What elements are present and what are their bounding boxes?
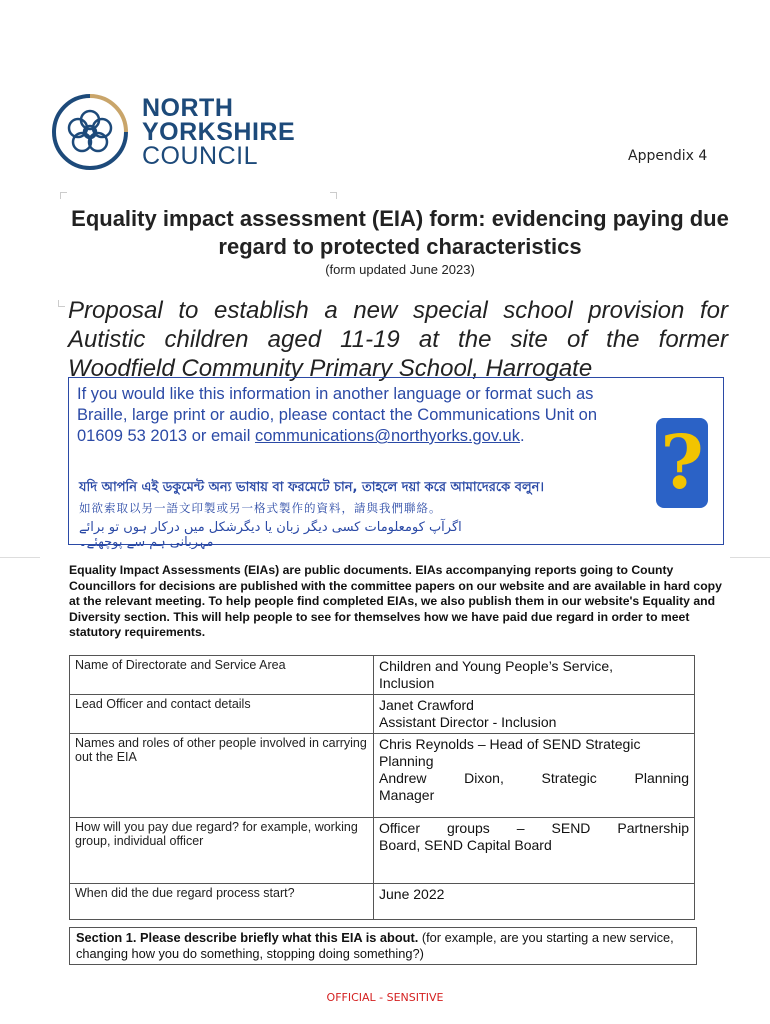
urdu-translation: اگرآپ کومعلومات کسی دیگر زبان یا دیگرشکل میں درکار ہوں تو برائے مہربانی ہم سے پوچھئے۔ (79, 520, 462, 550)
value-line: Children and Young People’s Service, (379, 658, 614, 674)
proposal-line: Woodfield Community Primary School, Harrogate (68, 355, 593, 382)
row-label: Lead Officer and contact details (70, 695, 374, 734)
row-label: When did the due regard process start? (70, 884, 374, 920)
row-label: Names and roles of other people involved in carrying out the EIA (70, 734, 374, 818)
divider (0, 557, 40, 558)
question-mark-icon: ? (656, 418, 708, 508)
bengali-translation: যদি আপনি এই ডকুমেন্ট অন্য ভাষায় বা ফরমেটে চান, তাহলে দয়া করে আমাদেরকে বলুন। (79, 480, 545, 495)
value-line: Planning (379, 753, 434, 769)
value-line: Board, SEND Capital Board (379, 837, 552, 853)
page-title: Equality impact assessment (EIA) form: evidencing paying due regard to protected characteristics (71, 206, 729, 259)
value-line: Inclusion (379, 675, 435, 691)
row-value (374, 884, 695, 920)
rose-emblem-icon (50, 92, 130, 172)
info-message: If you would like this information in another language or format such as Braille, large print or audio, please contact the Communications Unit on 01609 53 2013 or email (77, 385, 598, 445)
eia-details-table (69, 655, 695, 920)
value-line: Chris Reynolds – Head of SEND Strategic (379, 736, 641, 752)
row-label: How will you pay due regard? for example, working group, individual officer (70, 818, 374, 884)
public-documents-note: Equality Impact Assessments (EIAs) are public documents. EIAs accompanying reports going to County Councillors for decisions are published with the committee papers on our website and are available in hard copy at the relevant meeting. To help people find completed EIAs, we also publish them in our website's Equality and Diversity section. This will help people to see for themselves how we have paid due regard in order to meet statutory requirements. (69, 563, 722, 639)
form-updated-note: (form updated June 2023) (325, 262, 475, 277)
table-row (70, 656, 695, 695)
row-value (374, 734, 695, 818)
row-value (374, 656, 695, 695)
accessibility-info-text (77, 384, 637, 447)
proposal-line: Proposal to establish a new special school provision for (68, 297, 728, 324)
crop-mark (58, 300, 65, 307)
row-value (374, 695, 695, 734)
section-1-prompt (69, 927, 697, 965)
council-logo (50, 92, 320, 172)
table-row (70, 695, 695, 734)
value-line: Janet Crawford (379, 697, 474, 713)
logo-line-north: NORTH (142, 94, 234, 122)
section-1-heading: Section 1. Please describe briefly what this EIA is about. (76, 930, 419, 945)
value-line: Officer groups – SEND Partnership (379, 820, 689, 836)
crop-mark (60, 192, 67, 199)
value-line: Assistant Director - Inclusion (379, 714, 557, 730)
table-row (70, 884, 695, 920)
row-label: Name of Directorate and Service Area (70, 656, 374, 695)
classification-footer: OFFICIAL - SENSITIVE (326, 991, 444, 1004)
appendix-label: Appendix 4 (628, 148, 708, 164)
accessibility-info-box (68, 377, 724, 550)
table-row (70, 818, 695, 884)
logo-line-council: COUNCIL (142, 142, 259, 170)
logo-line-yorkshire: YORKSHIRE (142, 118, 296, 146)
chinese-translation: 如欲索取以另一語文印製或另一格式製作的資料，請與我們聯絡。 (79, 501, 442, 515)
proposal-line: Autistic children aged 11-19 at the site of the former (68, 326, 728, 353)
communications-email-link[interactable]: communications@northyorks.gov.uk (254, 427, 520, 445)
row-value (374, 818, 695, 884)
crop-mark (330, 192, 337, 199)
proposal-heading (68, 296, 728, 383)
value-line: June 2022 (379, 886, 445, 902)
table-row (70, 734, 695, 818)
info-email-suffix: . (519, 427, 525, 445)
divider (730, 557, 770, 558)
value-line: Manager (379, 787, 435, 803)
section-1-hint: (for example, are you starting a new service, changing how you do something, stopping doing something?) (76, 930, 674, 961)
value-line: Andrew Dixon, Strategic Planning (379, 770, 689, 786)
